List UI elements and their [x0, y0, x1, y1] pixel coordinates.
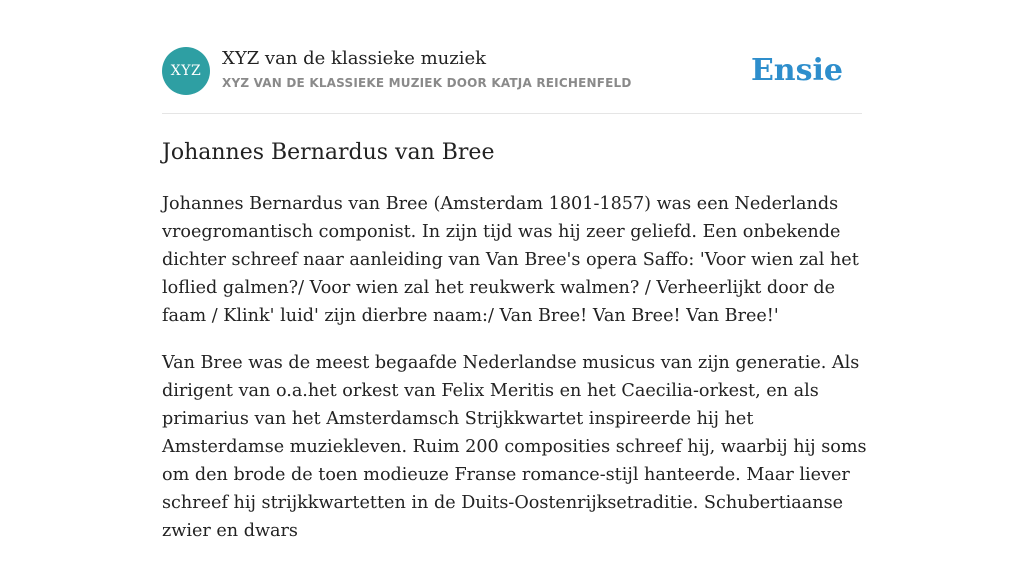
- article-body: [162, 190, 867, 564]
- header-divider: [162, 113, 862, 114]
- avatar[interactable]: XYZ: [162, 47, 210, 95]
- article-paragraph: Johannes Bernardus van Bree (Amsterdam 1801-1857) was een Nederlands vroegromantisch componist. In zijn tijd was hij zeer geliefd. Een onbekende dichter schreef naar aanleiding van Van Bree's opera Saffo: 'Voor wien zal het loflied galmen?/ Voor wien zal het reukwerk walmen? / Verheerlijkt door de faam / Klink' luid' zijn dierbre naam:/ Van Bree! Van Bree! Van Bree!': [162, 194, 859, 326]
- site-subtitle: XYZ VAN DE KLASSIEKE MUZIEK DOOR KATJA REICHENFELD: [222, 76, 632, 90]
- article-paragraph: Van Bree was de meest begaafde Nederlandse musicus van zijn generatie. Als dirigent van o.a.het orkest van Felix Meritis en het Caecilia-orkest, en als primarius van het Amsterdamsch Strijkkwartet inspireerde hij het Amsterdamse muziekleven. Ruim 200 composities schreef hij, waarbij hij soms om den brode de toen modieuze Franse romance-stijl hanteerde. Maar liever schreef hij strijkkwartetten in de Duits-Oostenrijksetraditie. Schubertiaanse zwier en dwars: [162, 353, 867, 541]
- article-title: Johannes Bernardus van Bree: [162, 140, 495, 165]
- site-header: [162, 47, 862, 95]
- site-title[interactable]: XYZ van de klassieke muziek: [222, 48, 487, 69]
- brand-logo[interactable]: Ensie: [750, 53, 843, 88]
